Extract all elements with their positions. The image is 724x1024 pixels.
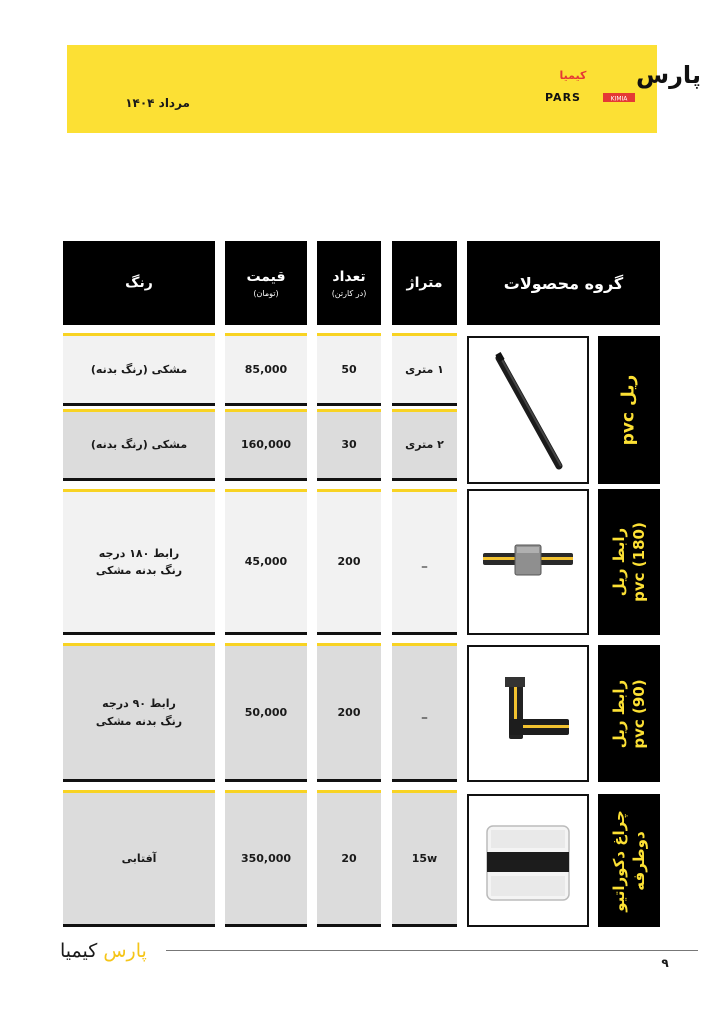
header-size [392,241,457,325]
header-group [467,241,660,325]
row-4-size: _ [392,643,457,782]
row-5-color: آفتابی [63,790,215,927]
header-qty-sub: (در کارتن) [331,288,367,298]
row-3-color-line2: رنگ بدنه مشکی [95,564,183,577]
header-size-label: متراژ [406,275,443,291]
date-label: مرداد ۱۴۰۴ [125,96,190,110]
footer-divider [166,950,698,951]
page-number: ۹ [661,956,669,970]
row-4-color-line1: رابط ۹۰ درجه [102,697,176,711]
row-5-price: 350,000 [225,790,307,927]
header-price [225,241,307,325]
row-4-color-line2: رنگ بدنه مشکی [95,714,183,728]
logo-en-text: PARS [545,91,581,104]
row-3-color [63,489,215,635]
row-1-color: مشکی (رنگ بدنه) [63,333,215,406]
header-color-label: رنگ [125,275,153,291]
footer-brand-part1: پارس [103,940,147,962]
product-label-connector-90-line2: pvc (90) [630,678,648,749]
product-label-connector-180-line2: pvc (180) [630,522,648,602]
product-label-connector-180-line1: رابط ریل [609,527,628,597]
row-3-qty: 200 [317,489,381,635]
row-3-size: _ [392,489,457,635]
logo-fa-small-text: کیمیا [559,69,587,82]
header-qty [317,241,381,325]
product-label-connector-90 [598,645,660,782]
footer-brand-part2: کیمیا [60,940,98,962]
header-price-label: قیمت [246,268,286,285]
row-3-price: 45,000 [225,489,307,635]
header-qty-label: تعداد [332,268,366,285]
row-1-qty: 50 [317,333,381,406]
pars-kimia-logo [543,57,701,107]
product-label-wall-lamp-line2: دوطرفه [630,830,648,891]
connector-180-image [467,489,589,635]
row-4-color [63,643,215,782]
row-2-qty: 30 [317,409,381,481]
header-group-label: گروه محصولات [503,273,624,293]
product-label-connector-90-line1: رابط ریل [609,679,628,748]
row-1-price: 85,000 [225,333,307,406]
logo-fa-text: پارس [636,61,701,89]
footer-brand [60,940,160,962]
product-label-wall-lamp [598,794,660,927]
row-2-color: مشکی (رنگ بدنه) [63,409,215,481]
row-1-size: ۱ متری [392,333,457,406]
header-price-sub: (تومان) [253,288,279,298]
row-2-size: ۲ متری [392,409,457,481]
row-4-price: 50,000 [225,643,307,782]
product-label-rail-text: ریل pvc [618,374,639,446]
logo-en-small-text: KIMIA [610,95,628,103]
header-color [63,241,215,325]
row-3-color-line1: رابط ۱۸۰ درجه [98,546,180,560]
row-4-qty: 200 [317,643,381,782]
row-2-price: 160,000 [225,409,307,481]
connector-90-image [467,645,589,782]
wall-lamp-image [467,794,589,927]
rail-image [467,336,589,484]
row-5-qty: 20 [317,790,381,927]
row-5-size: 15w [392,790,457,927]
product-label-rail [598,336,660,484]
product-label-connector-180 [598,489,660,635]
product-label-wall-lamp-line1: چراغ دکوراتیو [609,809,628,912]
